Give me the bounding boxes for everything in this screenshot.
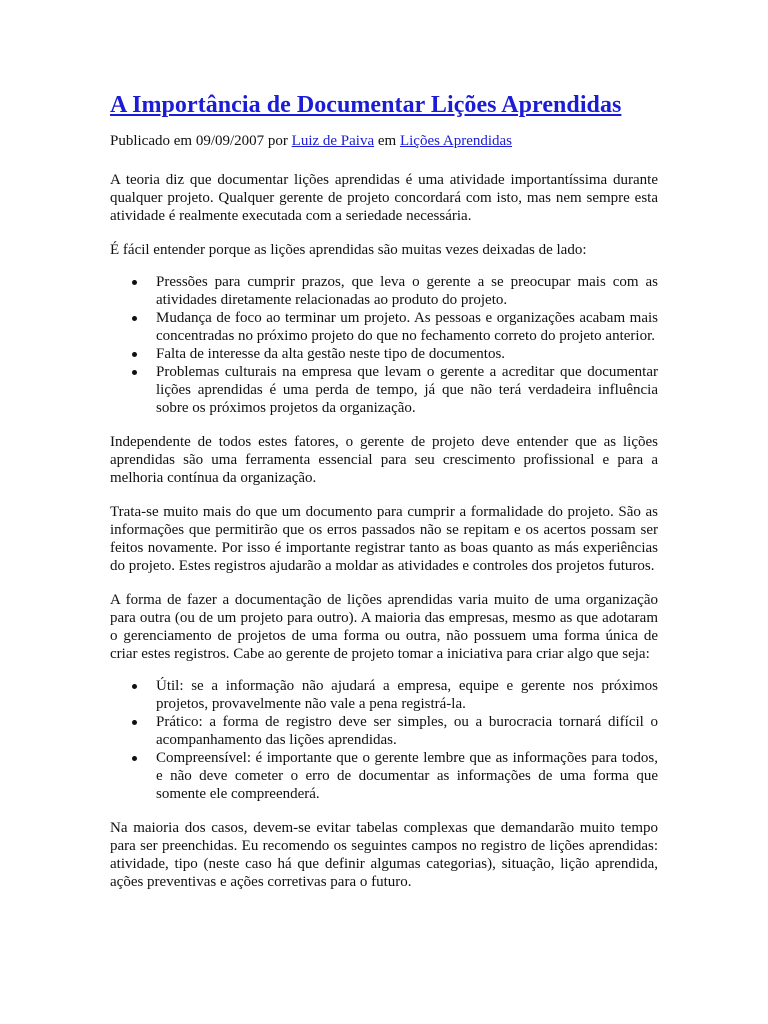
bullet-icon <box>132 370 137 375</box>
paragraph-5: A forma de fazer a documentação de lições aprendidas varia muito de uma organização para outra (ou de um projeto para outro). A maioria das empresas, mesmo as que adotaram o gerenciamento de projetos de uma forma ou outra, não possuem uma forma única de criar estes registros. Cabe ao gerente de projeto tomar a iniciativa para criar algo que seja: <box>110 592 658 662</box>
list-item-text: Falta de interesse da alta gestão neste tipo de documentos. <box>156 346 506 362</box>
list-item <box>156 273 658 309</box>
paragraph-2: É fácil entender porque as lições aprendidas são muitas vezes deixadas de lado: <box>110 242 587 258</box>
list-item <box>156 749 658 803</box>
bullet-icon <box>132 684 137 689</box>
paragraph-4: Trata-se muito mais do que um documento para cumprir a formalidade do projeto. São as informações que permitirão que os erros passados não se repitam e os acertos possam ser feitos novamente. Por isso é importante registrar tanto as boas quanto as más experiências do projeto. Estes registros ajudarão a moldar as atividades e controles dos projetos futuros. <box>110 504 658 574</box>
list-item-text: Pressões para cumprir prazos, que leva o gerente a se preocupar mais com as atividades diretamente relacionadas ao produto do projeto. <box>156 274 658 308</box>
bullet-icon <box>132 352 137 357</box>
meta-prefix: Publicado em 09/09/2007 por <box>110 133 292 149</box>
bullet-list-1 <box>110 273 658 417</box>
article-title[interactable]: A Importância de Documentar Lições Aprendidas <box>110 92 622 118</box>
list-item-text: Problemas culturais na empresa que levam o gerente a acreditar que documentar lições aprendidas é uma perda de tempo, já que não terá verdadeira influência sobre os próximos projetos da organização. <box>156 364 658 416</box>
paragraph-1: A teoria diz que documentar lições aprendidas é uma atividade importantíssima durante qualquer projeto. Qualquer gerente de projeto concordará com isto, mas nem sempre esta atividade é realmente executada com a seriedade necessária. <box>110 172 658 224</box>
bullet-icon <box>132 720 137 725</box>
list-item <box>156 713 658 749</box>
bullet-icon <box>132 280 137 285</box>
meta-middle: em <box>374 133 400 149</box>
bullet-icon <box>132 756 137 761</box>
list-item-text: Prático: a forma de registro deve ser simples, ou a burocracia tornará difícil o acompanhamento das lições aprendidas. <box>156 714 658 748</box>
list-item-text: Mudança de foco ao terminar um projeto. As pessoas e organizações acabam mais concentradas no próximo projeto do que no fechamento correto do projeto anterior. <box>156 310 658 344</box>
list-item-text: Compreensível: é importante que o gerente lembre que as informações para todos, e não deve cometer o erro de documentar as informações de uma forma que somente ele compreenderá. <box>156 750 658 802</box>
paragraph-3: Independente de todos estes fatores, o gerente de projeto deve entender que as lições aprendidas são uma ferramenta essencial para seu crescimento profissional e para a melhoria contínua da organização. <box>110 434 658 486</box>
paragraph-6: Na maioria dos casos, devem-se evitar tabelas complexas que demandarão muito tempo para ser preenchidas. Eu recomendo os seguintes campos no registro de lições aprendidas: atividade, tipo (neste caso há que definir algumas categorias), situação, lição aprendida, ações preventivas e ações corretivas para o futuro. <box>110 820 658 890</box>
bullet-list-2 <box>110 677 658 803</box>
author-link[interactable]: Luiz de Paiva <box>291 133 375 149</box>
bullet-icon <box>132 316 137 321</box>
list-item <box>156 677 658 713</box>
list-item <box>156 345 658 363</box>
article-meta <box>110 132 658 151</box>
list-item-text: Útil: se a informação não ajudará a empresa, equipe e gerente nos próximos projetos, provavelmente não vale a pena registrá-la. <box>156 678 658 712</box>
category-link[interactable]: Lições Aprendidas <box>399 133 513 149</box>
list-item <box>156 309 658 345</box>
list-item <box>156 363 658 417</box>
